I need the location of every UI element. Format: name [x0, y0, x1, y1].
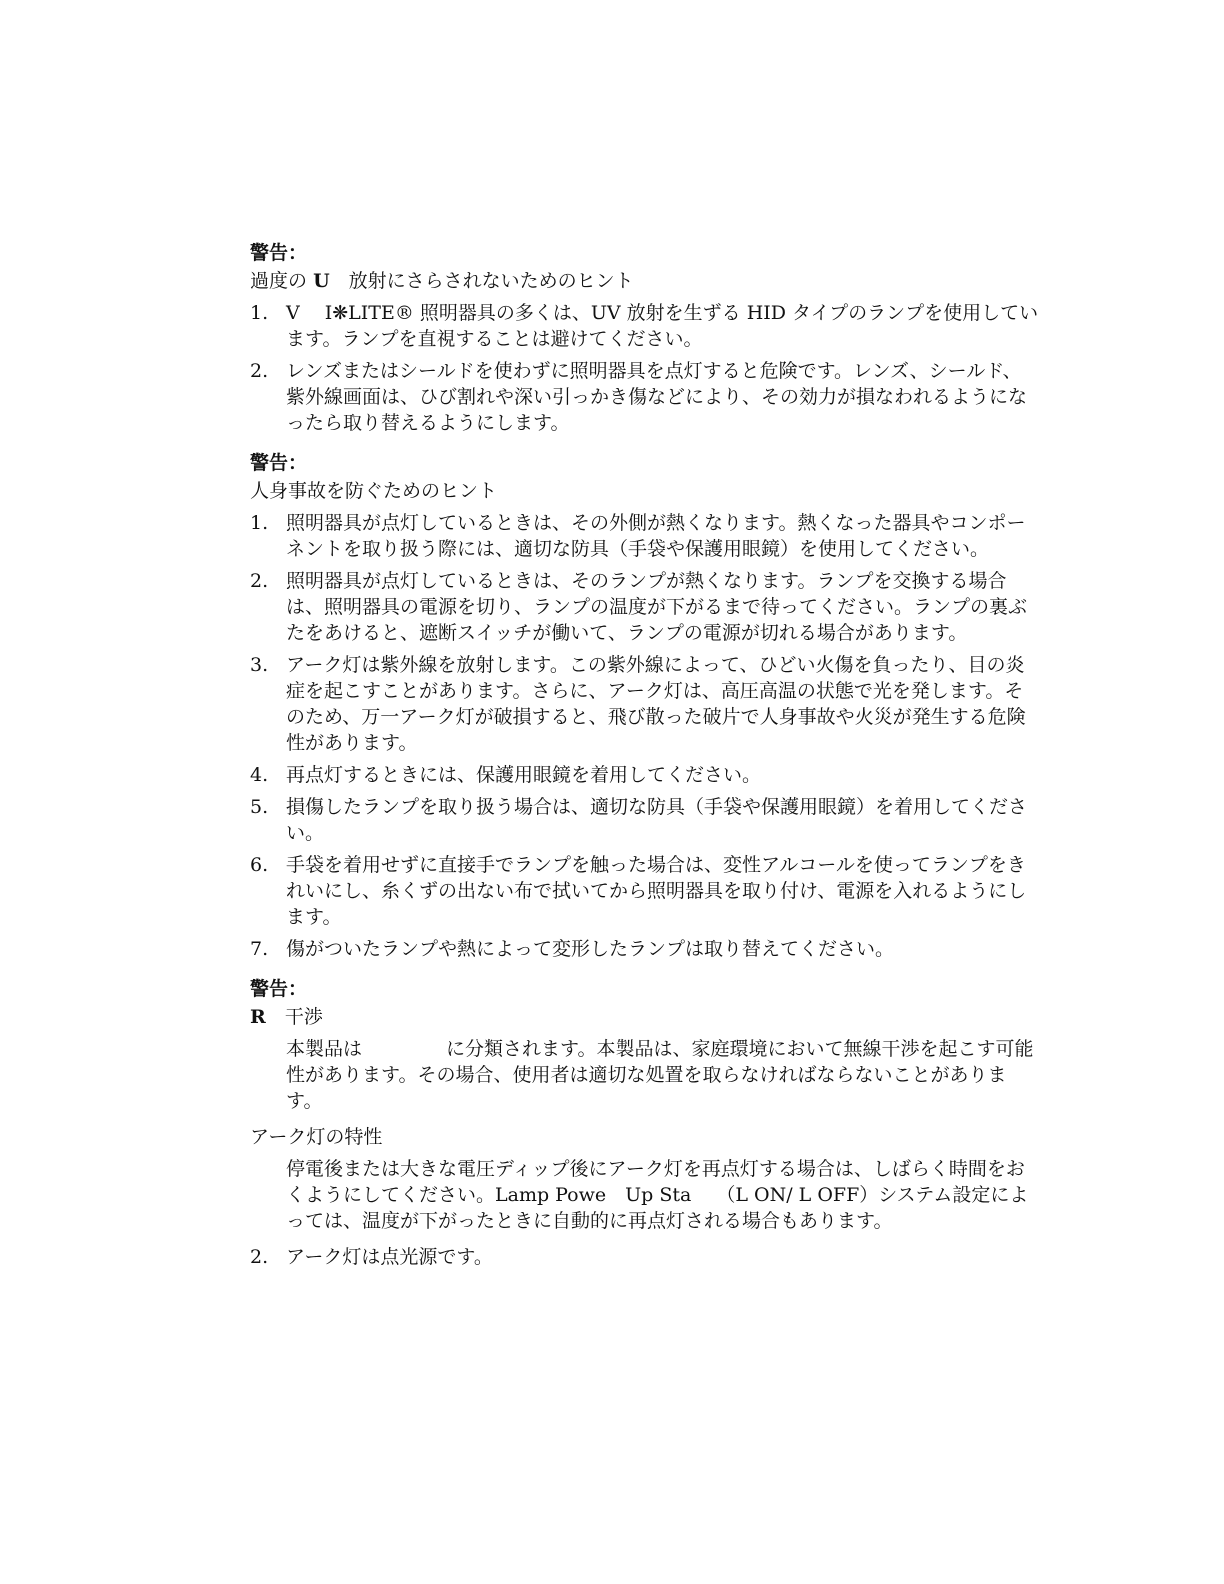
list-item: 2. アーク灯は点光源です。 — [250, 1246, 493, 1268]
title-rest: 干渉 — [284, 1006, 323, 1028]
list-item: 4. 再点灯するときには、保護用眼鏡を着用してください。 — [250, 764, 762, 786]
list-item: 1. V I❋LITE® 照明器具の多くは、UV 放射を生ずる HID タイプのランプを使用しています。ランプを直視することは避けてください。 — [250, 302, 1039, 350]
list-item: 2. 照明器具が点灯しているときは、そのランプが熱くなります。ランプを交換する場合は、照明器具の電源を切り、ランプの温度が下がるまで待ってください。ランプの裏ぶたをあけると、遮断スイッチが働いて、ランプの電源が切れる場合があります。 — [250, 570, 1028, 644]
title-rest: 放射にさらされないためのヒント — [348, 270, 634, 292]
uv-tips-list — [250, 300, 1040, 436]
section-title-arc-lamp: アーク灯の特性 — [250, 1126, 383, 1148]
list-item: 5. 損傷したランプを取り扱う場合は、適切な防具（手袋や保護用眼鏡）を着用してください。 — [250, 796, 1028, 844]
section-title-uv — [250, 268, 1040, 294]
title-bold: U — [313, 270, 330, 292]
list-item: 6. 手袋を着用せずに直接手でランプを触った場合は、変性アルコールを使ってランプをきれいにし、糸くずの出ない布で拭いてから照明器具を取り付け、電源を入れるようにします。 — [250, 854, 1027, 928]
warning-label-1: 警告： — [250, 242, 308, 264]
document-page — [250, 240, 1040, 1276]
title-bold: R — [250, 1006, 266, 1028]
section-title-interference — [250, 1004, 1040, 1030]
list-item: 3. アーク灯は紫外線を放射します。この紫外線によって、ひどい火傷を負ったり、目の炎症を起こすことがあります。さらに、アーク灯は、高圧高温の状態で光を発します。そのため、万一アーク灯が破損すると、飛び散った破片で人身事故や火災が発生する危険性があります。 — [250, 654, 1026, 754]
list-item: 2. レンズまたはシールドを使わずに照明器具を点灯すると危険です。レンズ、シールド、紫外線画面は、ひび割れや深い引っかき傷などにより、その効力が損なわれるようになったら取り替えるようにします。 — [250, 360, 1028, 434]
arc-lamp-paragraph: 停電後または大きな電圧ディップ後にアーク灯を再点灯する場合は、しばらく時間をおくようにしてください。Lamp Powe Up Sta （L ON/ L OFF）システム設定によっては、温度が下がったときに自動的に再点灯される場合もあります。 — [286, 1158, 1029, 1232]
title-prefix: 過度の — [250, 270, 308, 292]
warning-label-3: 警告： — [250, 978, 308, 1000]
list-item: 7. 傷がついたランプや熱によって変形したランプは取り替えてください。 — [250, 938, 895, 960]
list-item: 1. 照明器具が点灯しているときは、その外側が熱くなります。熱くなった器具やコンポーネントを取り扱う際には、適切な防具（手袋や保護用眼鏡）を使用してください。 — [250, 512, 1026, 560]
section-title-injury: 人身事故を防ぐためのヒント — [250, 480, 498, 502]
injury-tips-list — [250, 510, 1040, 962]
warning-label-2: 警告： — [250, 452, 308, 474]
interference-paragraph: 本製品は に分類されます。本製品は、家庭環境において無線干渉を起こす可能性があります。その場合、使用者は適切な処置を取らなければならないことがあります。 — [286, 1038, 1034, 1112]
